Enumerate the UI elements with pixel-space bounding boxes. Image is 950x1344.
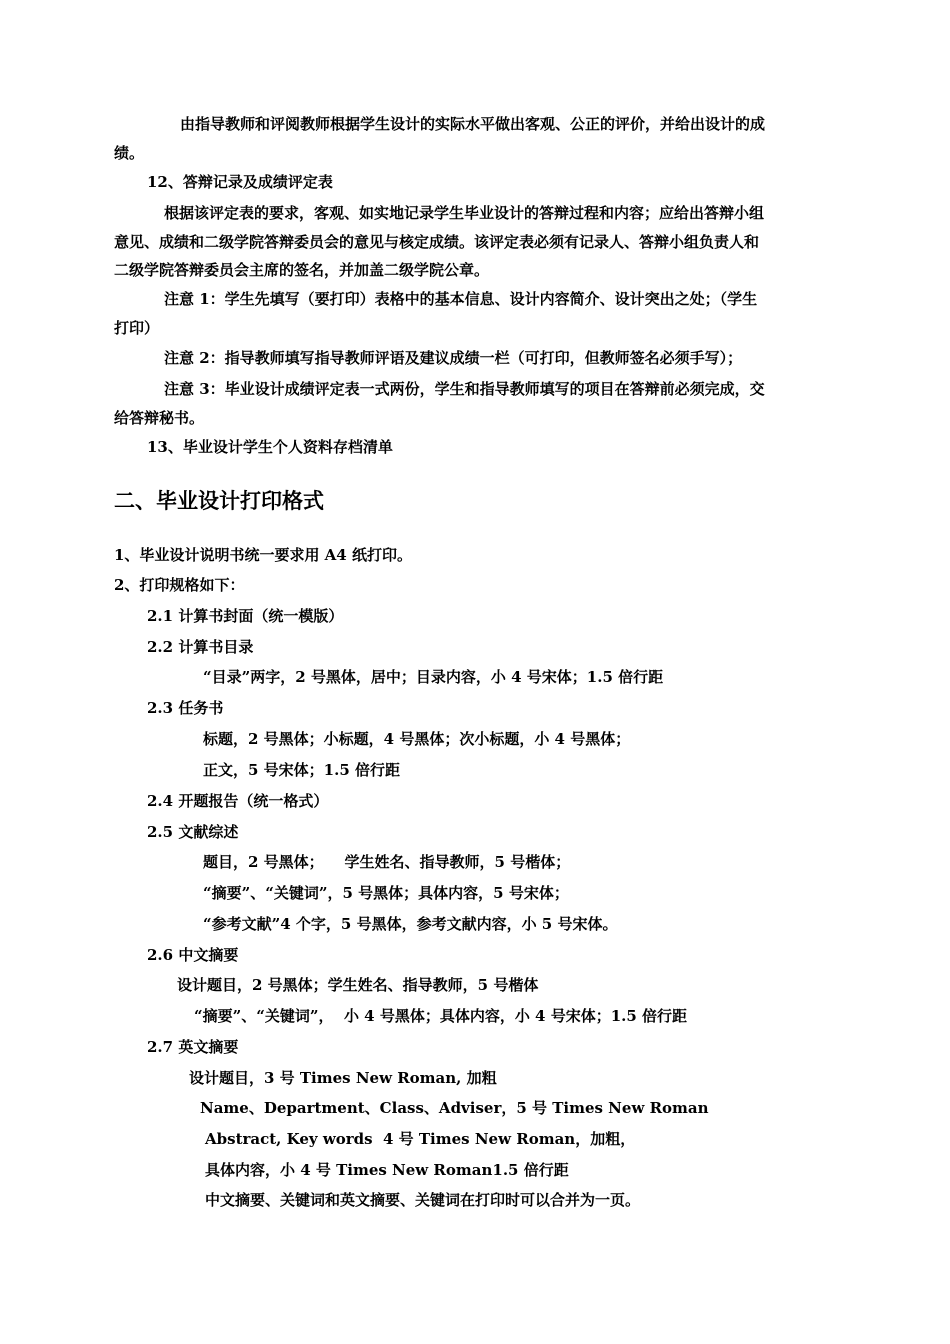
- format-detail: “参考文献”4 个字，5 号黑体，参考文献内容，小 5 号宋体。: [203, 915, 618, 933]
- paragraph-line: 由指导教师和评阅教师根据学生设计的实际水平做出客观、公正的评价，并给出设计的成: [180, 115, 766, 133]
- format-detail: 标题，2 号黑体；小标题，4 号黑体；次小标题，小 4 号黑体；: [203, 730, 631, 748]
- section-heading: 二、毕业设计打印格式: [114, 488, 324, 513]
- format-subheading: 2.4 开题报告（统一格式）: [147, 792, 329, 810]
- format-line: 1、毕业设计说明书统一要求用 A4 纸打印。: [114, 546, 412, 564]
- format-line: 2、打印规格如下：: [114, 576, 245, 594]
- format-detail: Name、Department、Class、Adviser，5 号 Times New Roman: [200, 1099, 709, 1117]
- format-detail: “摘要”、“关键词”， 小 4 号黑体；具体内容，小 4 号宋体；1.5 倍行距: [194, 1007, 688, 1025]
- note-line: 注意 2：指导教师填写指导教师评语及建议成绩一栏（可打印，但教师签名必须手写）；: [164, 349, 743, 367]
- format-detail: 题目，2 号黑体； 学生姓名、指导教师，5 号楷体；: [203, 853, 571, 871]
- note-line: 给答辩秘书。: [114, 409, 205, 427]
- item-heading: 12、答辩记录及成绩评定表: [147, 173, 333, 191]
- format-detail: Abstract, Key words 4 号 Times New Roman，加粗，: [205, 1130, 636, 1148]
- format-detail: 中文摘要、关键词和英文摘要、关键词在打印时可以合并为一页。: [205, 1191, 641, 1209]
- paragraph-line: 意见、成绩和二级学院答辩委员会的意见与核定成绩。该评定表必须有记录人、答辩小组负责人和: [114, 233, 760, 251]
- format-subheading: 2.2 计算书目录: [147, 638, 254, 656]
- format-subheading: 2.6 中文摘要: [147, 946, 239, 964]
- format-detail: 正文，5 号宋体；1.5 倍行距: [203, 761, 400, 779]
- format-subheading: 2.5 文献综述: [147, 823, 239, 841]
- format-detail: 设计题目，3 号 Times New Roman, 加粗: [189, 1069, 497, 1087]
- note-line: 注意 3：毕业设计成绩评定表一式两份，学生和指导教师填写的项目在答辩前必须完成，交: [164, 380, 765, 398]
- format-detail: 设计题目，2 号黑体；学生姓名、指导教师，5 号楷体: [177, 976, 539, 994]
- format-detail: 具体内容，小 4 号 Times New Roman1.5 倍行距: [205, 1161, 569, 1179]
- format-detail: “目录”两字，2 号黑体，居中；目录内容，小 4 号宋体；1.5 倍行距: [203, 668, 664, 686]
- paragraph-line: 二级学院答辩委员会主席的签名，并加盖二级学院公章。: [114, 261, 490, 279]
- note-line: 注意 1：学生先填写（要打印）表格中的基本信息、设计内容简介、设计突出之处；（学生: [164, 290, 758, 308]
- format-detail: “摘要”、“关键词”，5 号黑体；具体内容，5 号宋体；: [203, 884, 569, 902]
- paragraph-line: 根据该评定表的要求，客观、如实地记录学生毕业设计的答辩过程和内容；应给出答辩小组: [164, 204, 765, 222]
- note-line: 打印）: [114, 319, 160, 337]
- format-subheading: 2.3 任务书: [147, 699, 224, 717]
- item-heading: 13、毕业设计学生个人资料存档清单: [147, 438, 393, 456]
- paragraph-line: 绩。: [114, 144, 145, 162]
- format-subheading: 2.7 英文摘要: [147, 1038, 239, 1056]
- format-subheading: 2.1 计算书封面（统一模版）: [147, 607, 344, 625]
